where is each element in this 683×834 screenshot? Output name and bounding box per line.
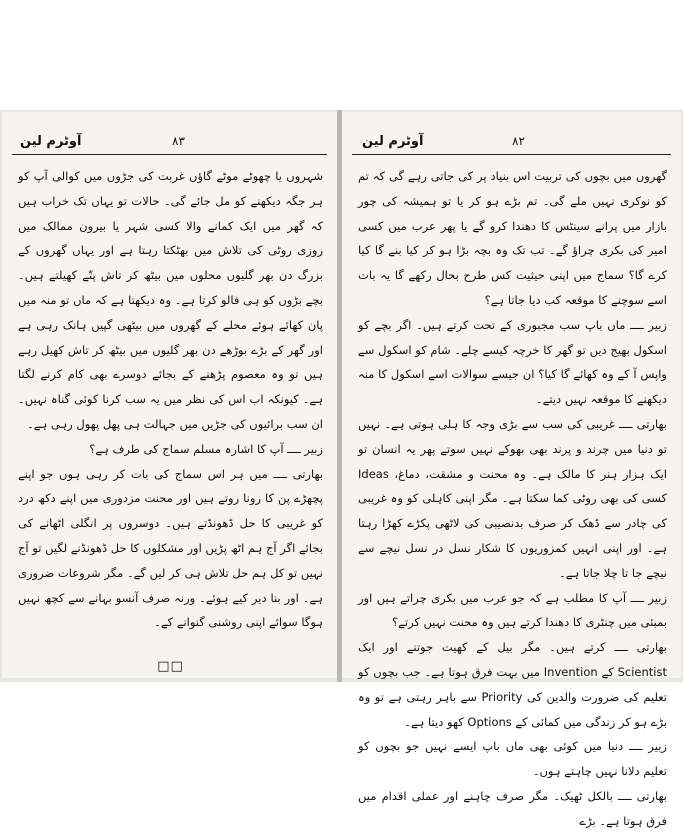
paragraph: بھارتی ــــ غریبی کی سب سے بڑی وجہ کا ہلی ہوتی ہے۔ نہیں تو دنیا میں چرند و پرند بھی بھوکے نہیں سوتے پھر یہ انسان تو ایک ہزار ہنر کا مالک ہے۔ وہ محنت و مشقت، دماغ، Ideas کسی کی بھی روٹی کما سکتا ہے۔ مگر اپنی کاہلی کو وہ غریبی کی چادر سے ڈھک کر صرف بدنصیبی کی لاٹھی پکڑے کھڑا رہتا ہے۔ اور اپنی انہیں کمزوریوں کا شکار نسل در نسل نیچے سے نیچے جا تا چلا جاتا ہے۔ — [358, 416, 667, 580]
paragraph: زبیر ــــ دنیا میں کوئی بھی ماں باپ ایسے نہیں جو بچوں کو تعلیم دلانا نہیں چاہتے ہوں۔ — [358, 739, 667, 779]
paragraph: زبیر ــــ آپ کا اشارہ مسلم سماج کی طرف ہے؟ — [89, 441, 323, 456]
paragraph: گھروں میں بچوں کی تربیت اس بنیاد پر کی جاتی رہے گی کہ تم کو نوکری نہیں ملے گی۔ تم بڑے ہو کر یا تو ہمیشہ کی چور بازار میں پرانے سینٹس کا دھندا کرو گے یا پھر عرب میں کسی امیر کی بکری چراؤ گے۔ تب تک وہ بچہ بڑا ہو کر کیا بنے گا کیا کرے گا؟ سماج میں اپنی حیثیت کس طرح بحال رکھے گا یہ بات اسے سوچنے کا موقعہ کب دیا جاتا ہے؟ — [358, 169, 667, 307]
left-page-number: ۸۳ — [172, 134, 185, 148]
right-running-title: آوٹرم لین — [362, 134, 424, 149]
paragraph: شہروں یا چھوٹے موٹے گاؤں غربت کی جڑوں میں کوالی آپ کو ہر جگہ دیکھنے کو مل جائے گی۔ حالات تو یہاں تک خراب ہیں کہ گھر میں ایک کمانے والا کسی شہر یا بیرون ممالک میں روزی روٹی کی تلاش میں بھٹکتا رہتا ہے اور یہاں گھروں کے بزرگ دن بھر گلیوں محلوں میں بیٹھ کر تاش پتّے کھیلتے ہیں۔ بچے بڑوں کو ہی فالو کرتا ہے۔ وہ دیکھتا ہے کہ ماں تو منہ میں پان کھائے ہوئے محلے کے گھروں میں بیٹھی گپیں ہانک رہی ہے اور گھر کے بڑے بوڑھے دن بھر گلیوں میں بیٹھ کر تاش کھیل رہے ہیں تو وہ معصوم پڑھنے کے بجائے دوسرے بھی کام کرنے لگتا ہے۔ کیونکہ اب اس کی نظر میں یہ سب کرنا کوئی گناہ نہیں۔ ان سب برائیوں کی جڑیں میں جہالت ہی پھل پھول رہی ہے۔ — [18, 169, 323, 431]
right-page-header — [352, 132, 671, 155]
paragraph: زبیر ــــ آپ کا مطلب ہے کہ جو عرب میں بکری چراتے ہیں اور بمبئی میں چنٹری کا دھندا کرتے ہیں وہ محنت نہیں کرتے؟ — [358, 590, 667, 630]
paragraph: بھارتی ــــ بالکل ٹھیک۔ مگر صرف چاہنے اور عملی اقدام میں فرق ہوتا ہے۔ بڑے — [358, 788, 667, 828]
right-page-body — [358, 164, 667, 834]
right-page — [342, 112, 681, 828]
paragraph: بھارتی ــــ کرتے ہیں۔ مگر بیل کے کھیت جوتنے اور ایک Scientist کے Invention میں بہت فرق ہوتا ہے۔ جب بچوں کو تعلیم کی ضرورت والدین کی Priority سے باہر رہتی ہے تو وہ بڑے ہو کر زندگی میں کمائی کے Options کھو دیتا ہے۔ — [358, 640, 667, 729]
right-page-number: ۸۲ — [512, 134, 525, 148]
paragraph: زبیر ــــ ماں باپ سب مجبوری کے تحت کرتے ہیں۔ اگر بچے کو اسکول بھیج دیں تو گھر کا خرچہ کیسے چلے۔ شام کو اسکول سے واپس آ کے وہ کھائے گا کیا؟ ان جیسے سوالات اسے اسکول کا منہ دیکھنے کا موقعہ نہیں دیتے۔ — [358, 317, 667, 407]
left-page — [2, 112, 337, 678]
section-end-mark: □□ — [157, 659, 184, 675]
left-page-body — [18, 164, 323, 680]
left-page-header — [12, 132, 327, 155]
paragraph: بھارتی ــــ میں ہر اس سماج کی بات کر رہی ہوں جو اپنے پچھڑے پن کا رونا روتے ہیں اور محنت مزدوری میں اپنے دکھ درد کو غریبی کا حل ڈھونڈتے ہیں۔ دوسروں پر انگلی اٹھانے کی بجائے اگر آج ہم اٹھ پڑیں اور مشکلوں کا حل ڈھونڈنے لگیں تو آج نہیں تو کل ہم حل تلاش ہی کر لیں گے۔ مگر شروعات ضروری ہے۔ اور بنا دیر کیے ہوئے۔ ورنہ صرف آنسو بہانے سے کچھ نہیں ہوگا سوائے اپنی روشنی گنوانے کے۔ — [18, 466, 323, 630]
left-running-title: آوٹرم لین — [20, 134, 82, 149]
